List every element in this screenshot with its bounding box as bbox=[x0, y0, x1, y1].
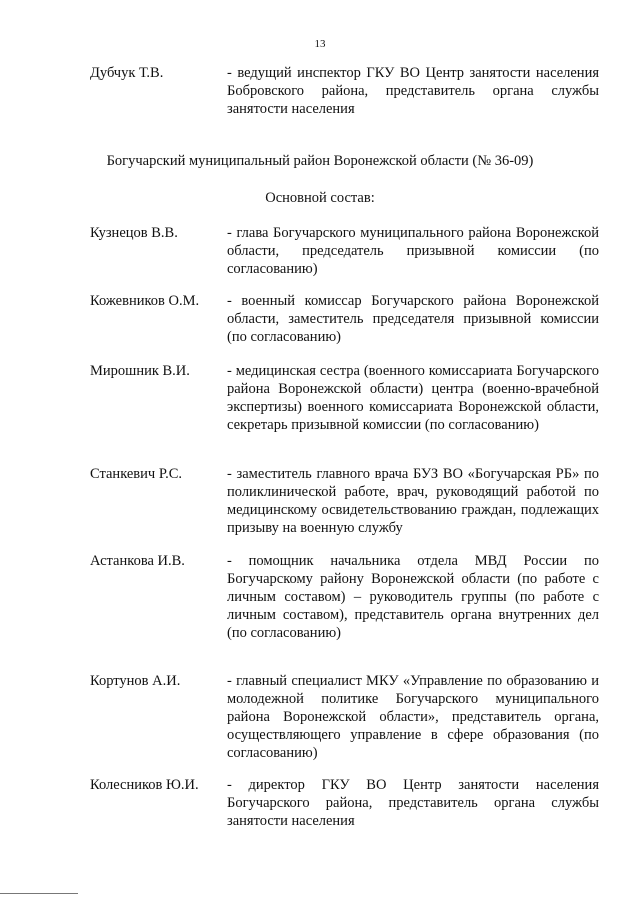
member-name: Кузнецов В.В. bbox=[90, 225, 178, 241]
member-role: - заместитель главного врача БУЗ ВО «Богучарская РБ» по поликлинической работе, врач, руководящий работой по медицинскому освидетельствованию граждан, подлежащих призыву на военную службу bbox=[227, 466, 599, 536]
member-role: - помощник начальника отдела МВД России по Богучарскому району Воронежской области (по работе с личным составом) – руководитель группы (по работе с личным составом), представитель органа внутренних дел (по согласованию) bbox=[227, 553, 599, 641]
member-role: - ведущий инспектор ГКУ ВО Центр занятости населения Бобровского района, представитель органа службы занятости населения bbox=[227, 65, 599, 117]
member-name: Станкевич Р.С. bbox=[90, 466, 183, 482]
member-name: Астанкова И.В. bbox=[90, 553, 185, 569]
member-role: - главный специалист МКУ «Управление по образованию и молодежной политике Богучарского муниципального района Воронежской области», представитель органа, осуществляющего управление в сфере образования (по согласованию) bbox=[227, 673, 599, 761]
member-name: Кожевников О.М. bbox=[90, 293, 200, 309]
member-name: Колесников Ю.И. bbox=[90, 777, 199, 793]
member-name: Дубчук Т.В. bbox=[90, 65, 164, 81]
member-name: Мирошник В.И. bbox=[90, 363, 190, 379]
page-number: 13 bbox=[314, 38, 326, 50]
member-role: - директор ГКУ ВО Центр занятости населения Богучарского района, представитель органа службы занятости населения bbox=[227, 777, 599, 829]
member-role: - медицинская сестра (военного комиссариата Богучарского района Воронежской области) центра (военно-врачебной экспертизы) военного комиссариата Воронежской области, секретарь призывной комиссии (по согласованию) bbox=[227, 363, 599, 433]
footer-divider bbox=[0, 893, 78, 894]
section-heading: Богучарский муниципальный район Воронежской области (№ 36-09) bbox=[106, 153, 534, 169]
member-name: Кортунов А.И. bbox=[90, 673, 181, 689]
member-role: - глава Богучарского муниципального района Воронежской области, председатель призывной комиссии (по согласованию) bbox=[227, 225, 599, 277]
section-subheading: Основной состав: bbox=[265, 190, 375, 206]
member-role: - военный комиссар Богучарского района Воронежской области, заместитель председателя призывной комиссии (по согласованию) bbox=[227, 293, 599, 345]
